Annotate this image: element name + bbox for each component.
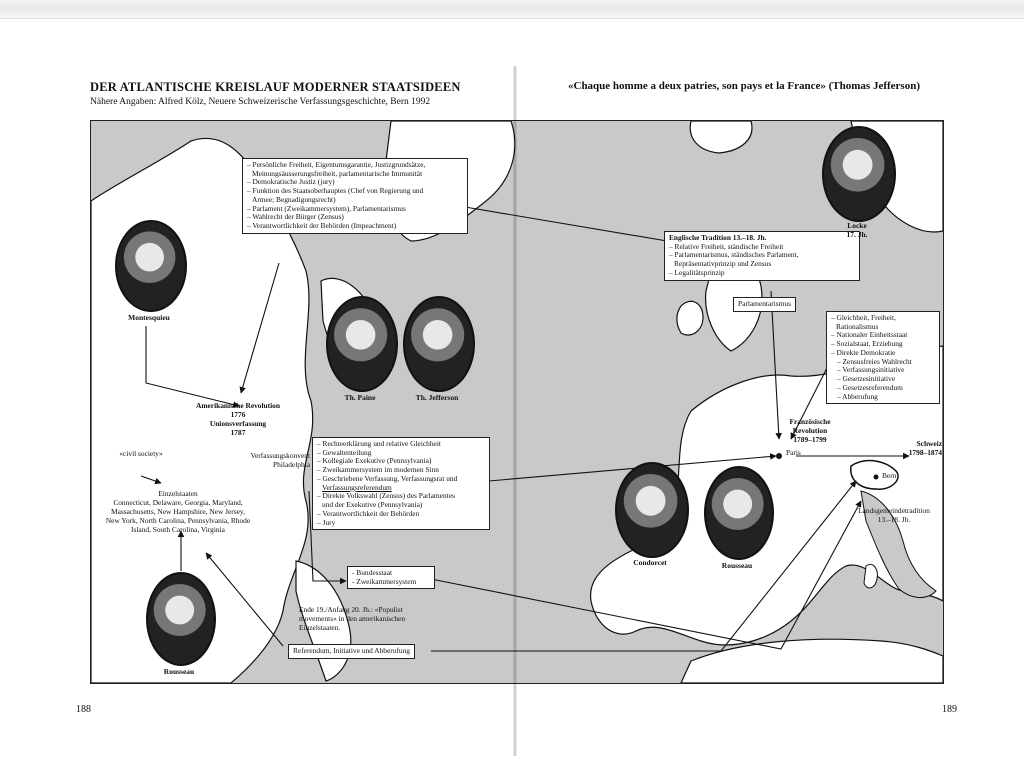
jefferson-caption: Th. Jefferson <box>415 393 459 402</box>
landsgemeinde-label: Landsgemeindetradition 13.–18. Jh. <box>858 506 930 524</box>
parlamentarismus-box: Parlamentarismus <box>733 297 796 312</box>
rousseau-france-caption: Rousseau <box>721 561 753 570</box>
page-title: DER ATLANTISCHE KREISLAUF MODERNER STAATSIDEEN <box>90 80 461 94</box>
corsica-land <box>864 564 877 587</box>
rousseau-america-portrait <box>146 572 216 666</box>
referendum-box: Referendum, Initiative und Abberufung <box>288 644 415 659</box>
paine-caption: Th. Paine <box>344 393 376 402</box>
book-fold <box>513 66 517 756</box>
ireland-land <box>677 301 703 335</box>
page-number-left: 188 <box>76 704 91 715</box>
philadelphia-principles-box: – Rechteerklärung und relative Gleichheit – Gewaltenteilung – Kollegiale Exekutive (Pennsylvania) – Zweikammersystem im modernen Sinn – Geschriebene Verfassung, Verfassungsrat und Verfassungsreferendum – Direkte Volkswahl (Zensus) des Parlamentes und der Exekutive (Pennsylvania) – Verantwortlichkeit der Behörden – Jury <box>312 437 490 530</box>
bern-label: Bern <box>882 471 897 480</box>
paris-label: Paris <box>786 448 801 457</box>
civil-society-label: «civil society» <box>119 449 163 458</box>
montesquieu-portrait <box>115 220 187 312</box>
jefferson-quote: «Chaque homme a deux patries, son pays et la France» (Thomas Jefferson) <box>568 80 920 92</box>
french-principles-box: – Gleichheit, Freiheit, Rationalismus – Nationaler Einheitsstaat – Sozialstaat, Erziehung – Direkte Demokratie – Zensusfreies Wahlrecht – Verfassungsinitiative – Gesetzesinitiative – Gesetzesreferendum – Abberufung <box>826 311 940 404</box>
jefferson-portrait <box>403 296 475 392</box>
einzelstaaten-label: Einzelstaaten Connecticut, Delaware, Georgia, Maryland, Massachusetts, New Hampshire, New Jersey, New York, North Carolina, Pennsylvania, Rhode Island, South Carolina, Virginia <box>105 489 251 534</box>
french-revolution-label: Französische Revolution 1789–1799 <box>789 417 831 444</box>
iceland-land <box>690 121 752 153</box>
paine-portrait <box>326 296 398 392</box>
condorcet-caption: Condorcet <box>633 558 667 567</box>
locke-caption: Locke 17. Jh. <box>846 221 868 239</box>
montesquieu-principles-box: – Persönliche Freiheit, Eigentumsgarantie, Justizgrundsätze, Meinungsäusserungsfreiheit, parlamentarische Immunität – Demokratische Justiz (jury) – Funktion des Staatsoberhauptes (Chef von Regierung und Armee; Begnadigungsrecht) – Parlament (Zweikammersystem), Parlamentarismus – Wahlrecht der Bürger (Zensus) – Verantwortlichkeit der Behörden (Impeachment) <box>242 158 468 234</box>
page-subtitle: Nähere Angaben: Alfred Kölz, Neuere Schweizerische Verfassungsgeschichte, Bern 1992 <box>90 97 431 107</box>
bundesstaat-box: - Bundesstaat - Zweikammersystem <box>347 566 435 589</box>
rousseau-france-portrait <box>704 466 774 560</box>
arrow-english-to-montesquieu-list <box>453 205 667 241</box>
north-africa-land <box>681 639 943 683</box>
scan-edge <box>0 0 1024 19</box>
rousseau-america-caption: Rousseau <box>163 667 195 676</box>
english-tradition-box: Englische Tradition 13.–18. Jh. – Relative Freiheit, ständische Freiheit – Parlamentarismus, ständisches Parlament, Repräsentativprinzip und Zensus – Legalitätsprinzip <box>664 231 860 281</box>
locke-portrait <box>822 126 896 222</box>
populist-movements-label: Ende 19./Anfang 20. Jh.: «Populist movements» in den amerikanischen Einzelstaaten. <box>299 605 406 632</box>
bern-dot <box>874 475 879 480</box>
schweiz-label: Schweiz 1798–1874 <box>908 439 942 457</box>
montesquieu-caption: Montesquieu <box>128 313 170 322</box>
condorcet-portrait <box>615 462 689 558</box>
page-number-right: 189 <box>942 704 957 715</box>
american-revolution-label: Amerikanische Revolution 1776 Unionsverfassung 1787 <box>196 401 280 437</box>
verfassungskonvent-label: Verfassungskonvent Philadelphia <box>250 451 310 469</box>
paris-dot <box>776 453 782 459</box>
